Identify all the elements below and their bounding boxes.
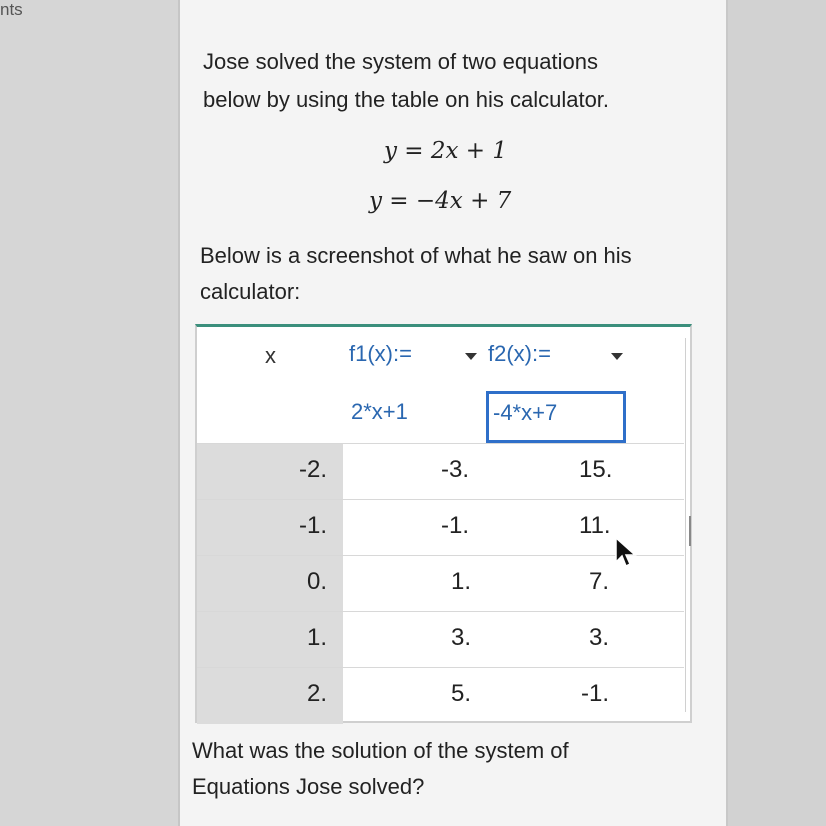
f2-expression-cell[interactable]	[486, 391, 626, 443]
f1-value: 3.	[451, 624, 472, 651]
mouse-cursor-icon	[614, 536, 640, 570]
x-value: 2.	[307, 680, 328, 707]
screenshot-line-2: calculator:	[200, 279, 301, 304]
f2-value: -1.	[581, 680, 610, 707]
calculator-table	[195, 324, 692, 723]
f1-value: 1.	[451, 568, 472, 595]
x-value: -2.	[299, 456, 328, 483]
question-intro-line-2: below by using the table on his calculator.	[203, 87, 610, 112]
f1-value: 5.	[451, 680, 472, 707]
x-value: 0.	[307, 568, 328, 595]
f2-value: 11.	[579, 512, 611, 539]
question-intro-line-1: Jose solved the system of two equations	[203, 49, 598, 74]
equation-1: y = 2x + 1	[384, 138, 508, 164]
f2-value: 3.	[589, 624, 610, 651]
f1-dropdown-icon[interactable]	[465, 353, 477, 360]
f1-value: -3.	[441, 456, 470, 483]
f2-value: 7.	[589, 568, 610, 595]
table-row[interactable]	[197, 667, 684, 724]
table-row[interactable]	[197, 611, 684, 668]
prompt-line-1: What was the solution of the system of	[192, 738, 569, 763]
table-row[interactable]	[197, 555, 684, 612]
equation-2: y = −4x + 7	[369, 188, 512, 214]
column-header-x: x	[265, 343, 276, 368]
left-gutter	[0, 0, 178, 826]
f1-expression-cell[interactable]: 2*x+1	[351, 399, 408, 424]
f2-expression-text: -4*x+7	[493, 400, 558, 425]
x-value: -1.	[299, 512, 328, 539]
table-row[interactable]	[197, 499, 684, 556]
screenshot-line-1: Below is a screenshot of what he saw on his	[200, 243, 632, 268]
column-header-f1[interactable]: f1(x):=	[349, 341, 412, 366]
f2-value: 15.	[579, 456, 613, 483]
column-header-f2[interactable]: f2(x):=	[488, 341, 551, 366]
f2-dropdown-icon[interactable]	[611, 353, 623, 360]
f1-value: -1.	[441, 512, 470, 539]
table-row[interactable]	[197, 443, 684, 500]
right-gutter	[724, 0, 826, 826]
x-value: 1.	[307, 624, 328, 651]
points-label: nts	[0, 0, 23, 19]
prompt-line-2: Equations Jose solved?	[192, 774, 425, 799]
scrollbar-thumb[interactable]	[689, 516, 691, 546]
